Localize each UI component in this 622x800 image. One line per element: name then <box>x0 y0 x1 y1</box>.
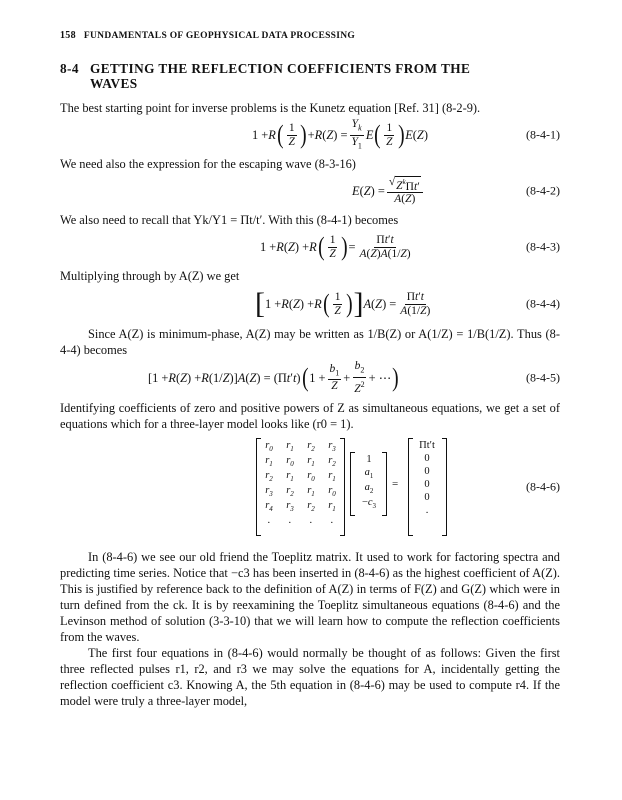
running-head <box>60 30 560 41</box>
equation-8-4-6: $r_0$ $r_1$ $r_2$ $r_3$ $r_1$ $r_0$ $r_1$ $r_2$ $r_2$ $r_1$ $r_0$ $r_1$ $r_3$ $r_2$ $r_1$ $r_0$ $r_4$ $r_3$ $r_2$ $r_1$ . . . . 1 $a_1$ $a_2$ $-c_3$ = Πt′t 0 0 0 0 . (8-4-6) <box>60 434 560 539</box>
paragraph-4: Multiplying through by A(Z) we get <box>60 269 240 283</box>
paragraph-2: We need also the expression for the escaping wave (8-3-16) <box>60 157 356 171</box>
rhs-entry: 0 <box>424 492 430 503</box>
vector-entry: $a_2$ <box>364 482 374 496</box>
matrix-cell: . <box>309 515 313 527</box>
section-heading <box>60 61 560 91</box>
page-number: 158 <box>60 30 76 41</box>
matrix-cell: $r_2$ <box>328 455 336 469</box>
matrix-cell: $r_0$ <box>328 485 336 499</box>
paragraph-3: We also need to recall that Yk/Y1 = Πt/t′. With this (8-4-1) becomes <box>60 213 399 227</box>
matrix-cell: . <box>330 515 334 527</box>
rhs-entry: 0 <box>424 479 430 490</box>
equation-8-4-1: 1 + R ( $\frac{1}{Z}$ ) + R ( Z ) = $\frac{Y_k}{Y_1}$ E ( $\frac{1}{Z}$ ) E ( Z ) (8-4-1) <box>252 118 560 150</box>
matrix-cell: $r_1$ <box>307 455 315 469</box>
eq-number: (8-4-1) <box>526 127 560 142</box>
matrix-cell: $r_3$ <box>286 500 294 514</box>
matrix-cell: $r_3$ <box>328 440 336 454</box>
toeplitz-matrix <box>262 440 339 526</box>
matrix-cell: $r_2$ <box>307 440 315 454</box>
eq-number: (8-4-3) <box>526 239 560 254</box>
matrix-cell: $r_2$ <box>265 470 273 484</box>
page <box>60 30 560 709</box>
eq-number: (8-4-6) <box>526 479 560 493</box>
equation-8-4-4: [ 1 + R ( Z ) + R ( $\frac{1}{Z}$ ) ] A ( Z ) = $\frac{\Pi t't}{A(1/Z)}$ (8-4-4) <box>255 287 560 320</box>
running-title: FUNDAMENTALS OF GEOPHYSICAL DATA PROCESSING <box>83 31 356 41</box>
equation-8-4-2: E ( Z ) = √ $Z^k\Pi t'$ A(Z) (8-4-2) <box>352 175 560 206</box>
matrix-cell: $r_0$ <box>286 455 294 469</box>
section-title-line2: WAVES <box>90 76 138 91</box>
vector-entry: $a_1$ <box>364 467 374 481</box>
vector-entry: 1 <box>366 454 372 465</box>
rhs-entry: Πt′t <box>419 440 435 451</box>
section-title-line1: GETTING THE REFLECTION COEFFICIENTS FROM THE <box>90 61 471 76</box>
matrix-cell: $r_3$ <box>265 485 273 499</box>
matrix-cell: . <box>288 515 292 527</box>
matrix-cell: $r_4$ <box>265 500 273 514</box>
matrix-cell: $r_0$ <box>307 470 315 484</box>
matrix-cell: $r_2$ <box>307 500 315 514</box>
matrix-cell: $r_1$ <box>265 455 273 469</box>
matrix-cell: $r_1$ <box>307 485 315 499</box>
matrix-cell: . <box>267 515 271 527</box>
equation-8-4-3: 1 + R ( Z ) + R ( $\frac{1}{Z}$ ) = $\frac{\Pi t't}{A(Z)A(1/Z)}$ (8-4-3) <box>260 232 560 261</box>
paragraph-7: In (8-4-6) we see our old friend the Toeplitz matrix. It used to work for factoring spectra and predicting time series. Notice that −c3 has been inserted in (8-4-6) as the highest coefficient of A(Z). This is justified by reference back to the definition of A(Z) in terms of F(Z) and G(Z) which were in turn defined from the ck. It is by reexamining the Toeplitz simultaneous equations (8-4-6) and the Levinson method of solution (3-3-10) that we will learn how to compute the reflection coefficients from the waves. <box>60 550 560 644</box>
rhs-entry: 0 <box>424 453 430 464</box>
paragraph-5: Since A(Z) is minimum-phase, A(Z) may be written as 1/B(Z) or A(1/Z) = 1/B(1/Z). Thus (8-4-4) becomes <box>60 327 560 357</box>
equation-8-4-5: [1 + R ( Z ) + R (1/ Z )] A ( Z ) = (Π t ′ t ) ( 1 + $\frac{b_1}{Z}$ + $\frac{b_2}{Z^2}$ + ⋯ ) (8-4-5) <box>148 360 560 395</box>
vector-entry: $-c_3$ <box>361 497 377 511</box>
matrix-cell: $r_1$ <box>328 500 336 514</box>
eq-number: (8-4-4) <box>526 296 560 311</box>
paragraph-8: The first four equations in (8-4-6) would normally be thought of as follows: Given the first three reflected pulses r1, r2, and r3 we may solve the equations for A, incidentally getting the reflection coefficient c3. Knowing A, the 5th equation in (8-4-6) may be used to compute r4. If the model were truly a three-layer model, <box>60 646 560 708</box>
paragraph-6: Identifying coefficients of zero and positive powers of Z as simultaneous equations, we get a set of equations which for a three-layer model looks like (r0 = 1). <box>60 401 560 431</box>
rhs-entry: 0 <box>424 466 430 477</box>
paragraph-1: The best starting point for inverse problems is the Kunetz equation [Ref. 31] (8-2-9). <box>60 101 481 115</box>
matrix-cell: $r_2$ <box>286 485 294 499</box>
matrix-cell: $r_1$ <box>328 470 336 484</box>
eq-number: (8-4-5) <box>526 370 560 385</box>
matrix-cell: $r_1$ <box>286 440 294 454</box>
matrix-cell: $r_0$ <box>265 440 273 454</box>
coefficient-vector <box>356 454 382 510</box>
matrix-cell: $r_1$ <box>286 470 294 484</box>
rhs-vector <box>412 440 442 516</box>
rhs-entry: . <box>425 505 429 516</box>
section-number: 8-4 <box>60 61 79 76</box>
eq-number: (8-4-2) <box>526 183 560 198</box>
